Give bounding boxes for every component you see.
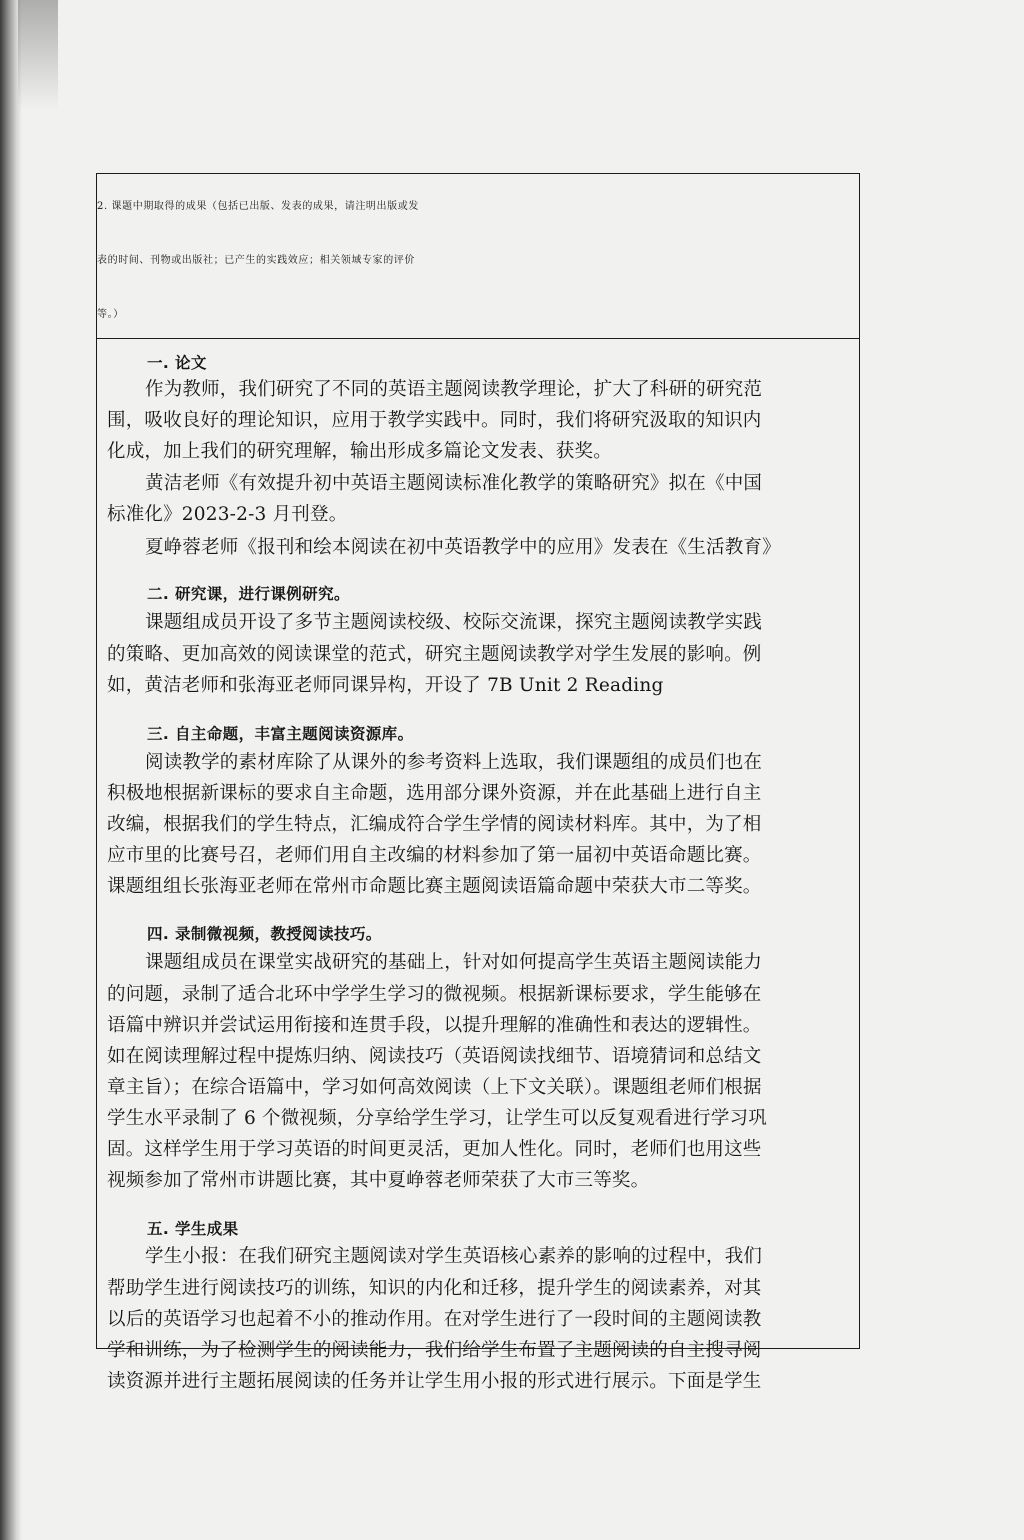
paragraph-line: 围，吸收良好的理论知识，应用于教学实践中。同时，我们将研究汲取的知识内	[107, 410, 762, 431]
paragraph-line: 学生水平录制了 6 个微视频，分享给学生学习，让学生可以反复观看进行学习巩	[107, 1108, 767, 1129]
section-title-papers: 一. 论文	[147, 354, 207, 372]
paragraph-line: 帮助学生进行阅读技巧的训练，知识的内化和迁移，提升学生的阅读素养，对其	[107, 1278, 762, 1299]
paragraph-line: 以后的英语学习也起着不小的推动作用。在对学生进行了一段时间的主题阅读教	[107, 1309, 762, 1330]
section-title-self-authored-questions: 三. 自主命题，丰富主题阅读资源库。	[147, 725, 414, 743]
heading-line: 表的时间、刊物或出版社；已产生的实践效应；相关领域专家的评价	[97, 255, 415, 266]
page-corner-shadow	[18, 0, 58, 110]
paragraph-line: 章主旨）；在综合语篇中，学习如何高效阅读（上下文关联）。课题组老师们根据	[107, 1077, 762, 1098]
paragraph-line: 视频参加了常州市讲题比赛，其中夏峥蓉老师荣获了大市三等奖。	[107, 1170, 650, 1191]
section-title-micro-videos: 四. 录制微视频，教授阅读技巧。	[147, 925, 382, 943]
paragraph-line: 积极地根据新课标的要求自主命题，选用部分课外资源，并在此基础上进行自主	[107, 783, 762, 804]
report-table	[96, 173, 860, 1392]
paragraph-line: 学生小报：在我们研究主题阅读对学生英语核心素养的影响的过程中，我们	[145, 1246, 763, 1267]
paragraph-line: 改编，根据我们的学生特点，汇编成符合学生学情的阅读材料库。其中，为了相	[107, 814, 762, 835]
paragraph-line: 黄洁老师《有效提升初中英语主题阅读标准化教学的策略研究》拟在《中国	[145, 473, 763, 494]
paragraph-line: 课题组成员开设了多节主题阅读校级、校际交流课，探究主题阅读教学实践	[145, 612, 763, 633]
page-edge-shadow	[0, 0, 22, 1540]
heading-text	[97, 180, 859, 342]
paragraph-line: 的策略、更加高效的阅读课堂的范式，研究主题阅读教学对学生发展的影响。例	[107, 644, 762, 665]
paragraph-line: 固。这样学生用于学习英语的时间更灵活，更加人性化。同时，老师们也用这些	[107, 1139, 762, 1160]
paragraph-line: 学和训练，为了检测学生的阅读能力，我们给学生布置了主题阅读的自主搜寻阅	[107, 1340, 762, 1361]
paragraph-line: 阅读教学的素材库除了从课外的参考资料上选取，我们课题组的成员们也在	[145, 752, 763, 773]
paragraph-line: 的问题，录制了适合北环中学学生学习的微视频。根据新课标要求，学生能够在	[107, 984, 762, 1005]
paragraph-line: 语篇中辨识并尝试运用衔接和连贯手段，以提升理解的准确性和表达的逻辑性。	[107, 1015, 762, 1036]
paragraph-line: 如，黄洁老师和张海亚老师同课异构，开设了 7B Unit 2 Reading	[107, 675, 664, 696]
paragraph-line: 读资源并进行主题拓展阅读的任务并让学生用小报的形式进行展示。下面是学生	[107, 1371, 762, 1392]
paragraph-line: 课题组组长张海亚老师在常州市命题比赛主题阅读语篇命题中荣获大市二等奖。	[107, 876, 762, 897]
paragraph-line: 课题组成员在课堂实战研究的基础上，针对如何提高学生英语主题阅读能力	[145, 952, 763, 973]
paragraph-line: 夏峥蓉老师《报刊和绘本阅读在初中英语教学中的应用》发表在《生活教育》	[145, 537, 781, 558]
paragraph-line: 如在阅读理解过程中提炼归纳、阅读技巧（英语阅读找细节、语境猜词和总结文	[107, 1046, 762, 1067]
content-cell	[97, 339, 859, 1392]
paragraph-line: 应市里的比赛号召，老师们用自主改编的材料参加了第一届初中英语命题比赛。	[107, 845, 762, 866]
paragraph-line: 作为教师，我们研究了不同的英语主题阅读教学理论，扩大了科研的研究范	[145, 379, 763, 400]
paragraph-line: 标准化》2023-2-3 月刊登。	[107, 504, 348, 525]
heading-line: 2. 课题中期取得的成果（包括已出版、发表的成果，请注明出版或发	[97, 201, 419, 212]
heading-line: 等。）	[97, 309, 124, 320]
paragraph-line: 化成，加上我们的研究理解，输出形成多篇论文发表、获奖。	[107, 441, 612, 462]
section-title-student-achievements: 五. 学生成果	[147, 1220, 239, 1238]
heading-cell	[97, 174, 859, 339]
section-title-research-lessons: 二. 研究课，进行课例研究。	[147, 585, 350, 603]
